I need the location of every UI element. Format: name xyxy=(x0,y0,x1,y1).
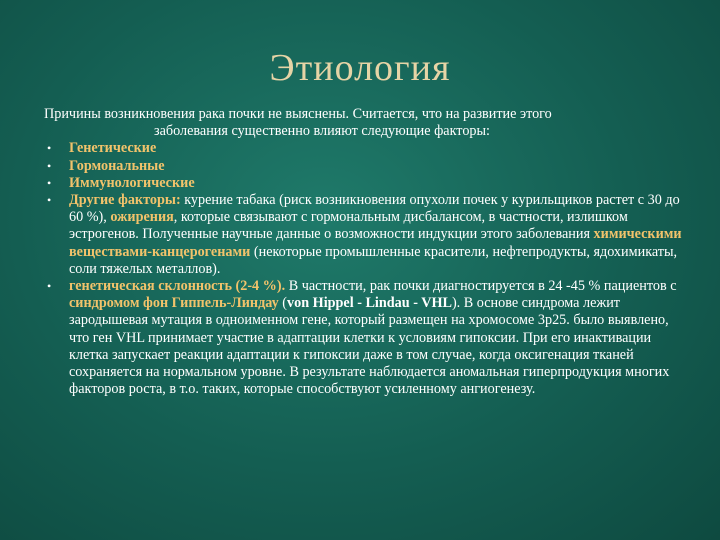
intro-paragraph xyxy=(44,106,684,140)
bullet-icon: • xyxy=(47,158,52,173)
genetic-text-1: В частности, рак почки диагностируется в 24 -45 % пациентов с xyxy=(285,278,677,295)
factor-other-label: Другие факторы: xyxy=(69,192,181,209)
factor-hormonal: Гормональные xyxy=(69,157,165,174)
factor-list xyxy=(44,140,684,398)
vhl-syndrome-highlight: синдромом фон Гиппель-Линдау xyxy=(69,295,279,312)
bullet-icon: • xyxy=(47,279,52,294)
bullet-icon: • xyxy=(47,141,52,156)
factor-genetic: Генетические xyxy=(69,140,157,157)
list-item xyxy=(44,140,684,157)
list-item xyxy=(44,278,684,398)
factor-other-text-3: (некоторые промышленные красители, нефтепродукты, ядохимикаты, соли тяжелых металлов). xyxy=(69,243,678,277)
factor-other-text-1: курение табака (риск возникновения опухоли почек у курильщиков растет с 30 до 60 %), xyxy=(69,192,680,226)
list-item xyxy=(44,192,684,278)
factor-immunological: Иммунологические xyxy=(69,174,195,191)
bullet-icon: • xyxy=(47,193,52,208)
bullet-icon: • xyxy=(47,175,52,190)
genetic-text-2: ( xyxy=(278,295,288,312)
obesity-highlight: ожирения xyxy=(110,209,174,226)
list-item xyxy=(44,158,684,175)
slide-body xyxy=(44,106,684,398)
genetic-predisposition-label: генетическая склонность (2-4 %). xyxy=(69,278,286,295)
vhl-english-name: von Hippel - Lindau - VHL xyxy=(287,295,452,312)
intro-line-2: заболевания существенно влияют следующие факторы: xyxy=(154,123,490,140)
list-item xyxy=(44,175,684,192)
intro-line-1: Причины возникновения рака почки не выяснены. Считается, что на развитие этого xyxy=(44,106,552,122)
carcinogens-highlight: химическими веществами-канцерогенами xyxy=(69,226,682,260)
genetic-text-3: ). В основе синдрома лежит зародышевая мутация в одноименном гене, который размещен на хромосоме 3p25. было выявлено, что ген VHL принимает участие в адаптации клетки к условиям гипоксии. При его инактивации клетка запускает реакции адаптации к гипоксии даже в том случае, когда оксигенация тканей сохраняется на нормальном уровне. В результате наблюдается аномальная гиперпродукция многих факторов роста, в т.о. таких, которые способствуют усиленному ангиогенезу. xyxy=(69,295,670,398)
factor-other-text-2: , которые связывают с гормональным дисбалансом, в частности, излишком эстрогенов. Полученные научные данные о возможности индукции этого заболевания xyxy=(69,209,628,243)
slide-title: Этиология xyxy=(269,47,451,89)
